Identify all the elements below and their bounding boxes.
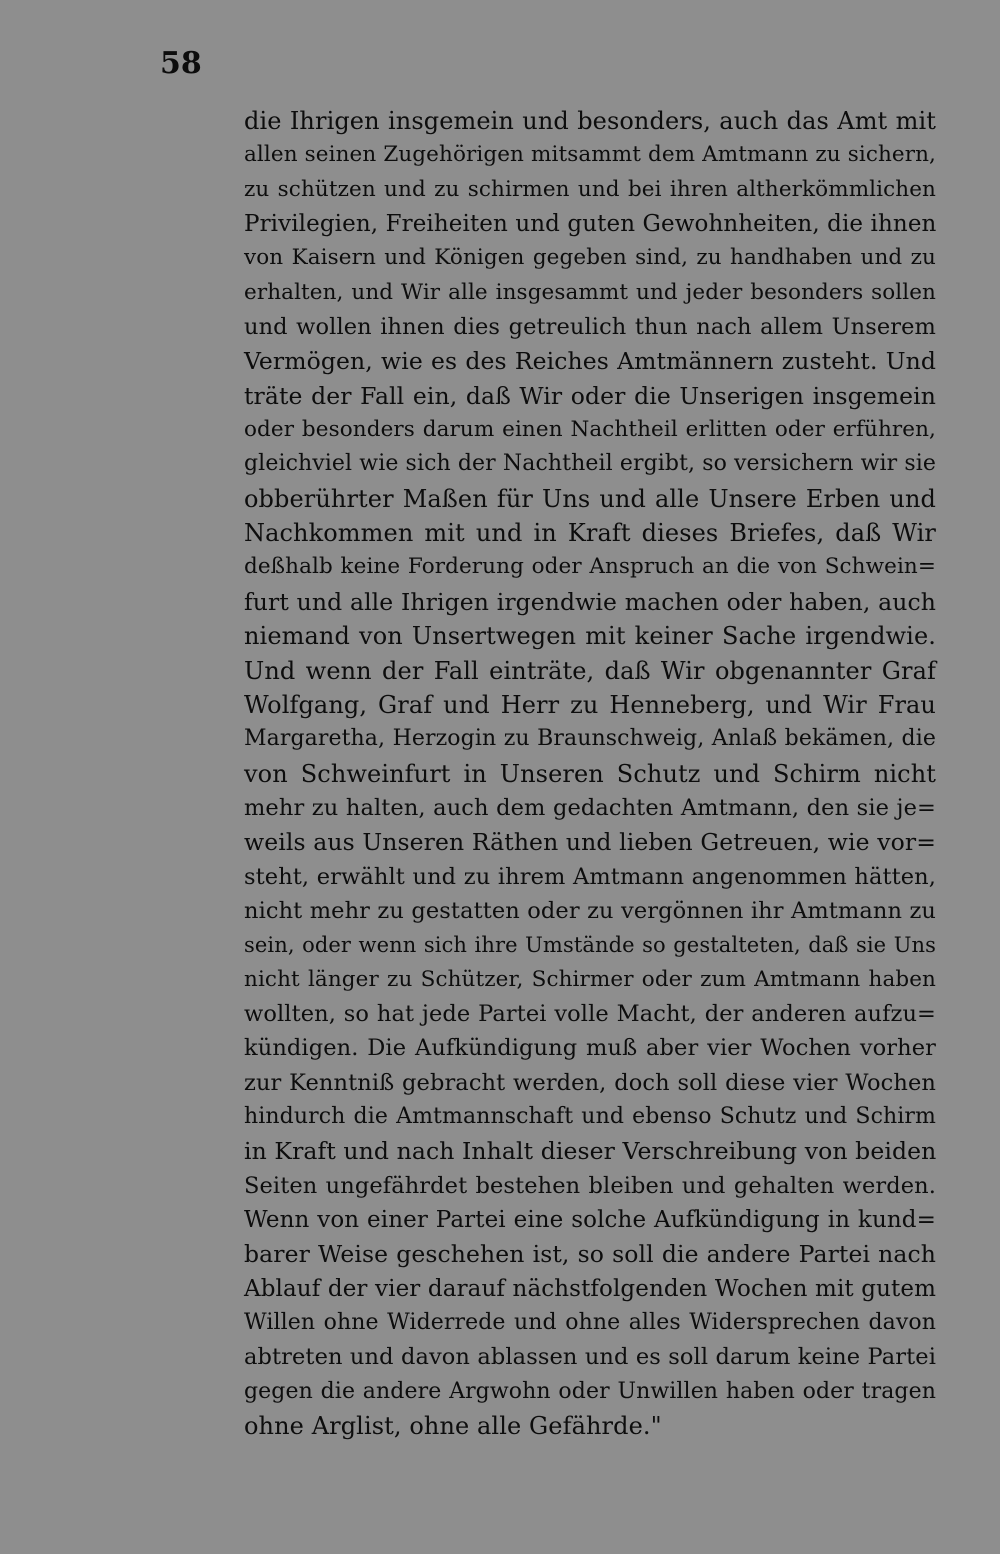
text-line: Wenn von einer Partei eine solche Aufkündigung in kund= [244, 1207, 936, 1233]
text-line: kündigen. Die Aufkündigung muß aber vier Wochen vorher [244, 1035, 936, 1062]
text-line: von Kaisern und Königen gegeben sind, zu handhaben und zu [244, 245, 936, 271]
page-number: 58 [160, 46, 202, 81]
text-line: und wollen ihnen dies getreulich thun nach allem Unserem [244, 314, 936, 341]
text-line: nicht länger zu Schützer, Schirmer oder zum Amtmann haben [244, 966, 936, 992]
text-line: träte der Fall ein, daß Wir oder die Unserigen insgemein [244, 381, 936, 410]
text-line: ohne Arglist, ohne alle Gefährde." [244, 1412, 662, 1441]
text-line: weils aus Unseren Räthen und lieben Getreuen, wie vor= [244, 828, 936, 857]
text-line: obberührter Maßen für Uns und alle Unsere Erben und [244, 484, 936, 513]
text-line: zur Kenntniß gebracht werden, doch soll diese vier Wochen [244, 1069, 936, 1096]
body-text [244, 104, 936, 1443]
text-line: nicht mehr zu gestatten oder zu vergönnen ihr Amtmann zu [244, 897, 936, 924]
text-line: abtreten und davon ablassen und es soll darum keine Partei [244, 1344, 936, 1371]
text-line: oder besonders darum einen Nachtheil erlitten oder erführen, [244, 417, 936, 443]
text-line: Vermögen, wie es des Reiches Amtmännern zusteht. Und [244, 347, 936, 376]
text-line: Nachkommen mit und in Kraft dieses Briefes, daß Wir [244, 519, 936, 548]
text-line: Und wenn der Fall einträte, daß Wir obgenannter Graf [244, 656, 936, 685]
text-line: gegen die andere Argwohn oder Unwillen haben oder tragen [244, 1378, 936, 1404]
text-line: Wolfgang, Graf und Herr zu Henneberg, und Wir Frau [244, 690, 936, 719]
text-line: deßhalb keine Forderung oder Anspruch an die von Schwein= [244, 554, 936, 580]
text-line: erhalten, und Wir alle insgesammt und jeder besonders sollen [244, 279, 936, 305]
text-line: allen seinen Zugehörigen mitsammt dem Amtmann zu sichern, [244, 142, 936, 168]
text-line: barer Weise geschehen ist, so soll die andere Partei nach [244, 1240, 936, 1269]
text-line: steht, erwählt und zu ihrem Amtmann angenommen hätten, [244, 863, 936, 890]
text-line: Privilegien, Freiheiten und guten Gewohnheiten, die ihnen [244, 211, 937, 238]
text-line: gleichviel wie sich der Nachtheil ergibt, so versichern wir sie [244, 451, 937, 477]
text-line: zu schützen und zu schirmen und bei ihren altherkömmlichen [244, 176, 936, 202]
text-line: wollten, so hat jede Partei volle Macht, der anderen aufzu= [244, 1000, 936, 1027]
text-line: von Schweinfurt in Unseren Schutz und Schirm nicht [244, 759, 936, 788]
text-line: Willen ohne Widerrede und ohne alles Widersprechen davon [244, 1310, 936, 1336]
text-line: in Kraft und nach Inhalt dieser Verschreibung von beiden [244, 1137, 937, 1166]
text-line: Seiten ungefährdet bestehen bleiben und gehalten werden. [244, 1172, 936, 1199]
text-line: Margaretha, Herzogin zu Braunschweig, Anlaß bekämen, die [244, 726, 936, 752]
text-line: mehr zu halten, auch dem gedachten Amtmann, den sie je= [244, 794, 936, 821]
text-line: niemand von Unsertwegen mit keiner Sache irgendwie. [244, 622, 936, 651]
text-line: die Ihrigen insgemein und besonders, auch das Amt mit [244, 107, 936, 135]
text-line: furt und alle Ihrigen irgendwie machen oder haben, auch [244, 587, 936, 616]
text-line: hindurch die Amtmannschaft und ebenso Schutz und Schirm [244, 1103, 936, 1129]
text-line: sein, oder wenn sich ihre Umstände so gestalteten, daß sie Uns [244, 933, 936, 958]
text-line: Ablauf der vier darauf nächstfolgenden Wochen mit gutem [244, 1275, 936, 1302]
